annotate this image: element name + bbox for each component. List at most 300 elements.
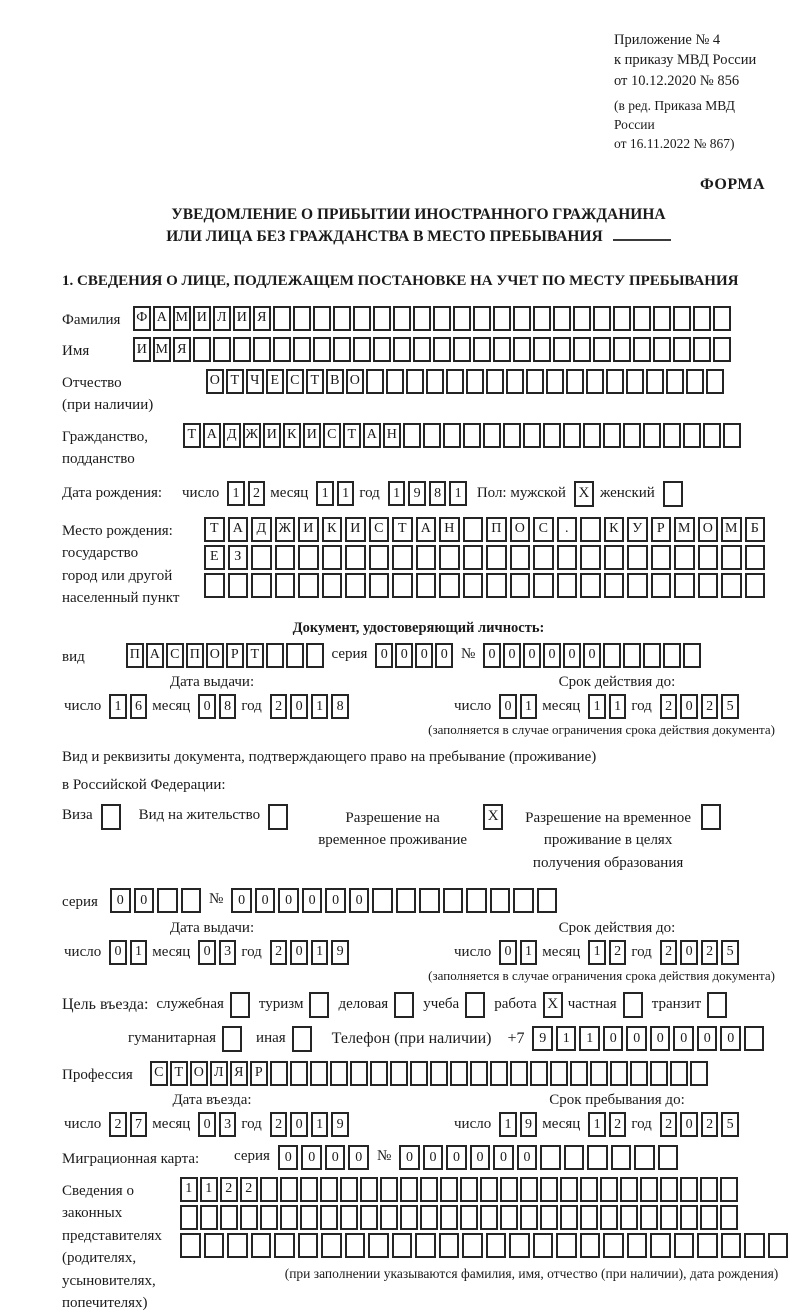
form-cell[interactable]: [580, 1233, 601, 1258]
gender-male-checkbox[interactable]: X: [574, 481, 594, 507]
form-cell[interactable]: [650, 1061, 668, 1086]
form-cell[interactable]: Е: [266, 369, 284, 394]
form-cell[interactable]: [610, 1061, 628, 1086]
form-cell[interactable]: [460, 1205, 478, 1230]
form-cell[interactable]: 0: [415, 643, 433, 668]
form-cell[interactable]: [483, 423, 501, 448]
form-cell[interactable]: [480, 1177, 498, 1202]
form-cell[interactable]: 9: [408, 481, 426, 506]
form-cell[interactable]: [439, 545, 460, 570]
form-cell[interactable]: 0: [110, 888, 131, 913]
form-cell[interactable]: 1: [499, 1112, 517, 1137]
form-cell[interactable]: [570, 1061, 588, 1086]
form-cell[interactable]: [280, 1177, 298, 1202]
form-cell[interactable]: [157, 888, 178, 913]
form-cell[interactable]: [290, 1061, 308, 1086]
form-cell[interactable]: [380, 1177, 398, 1202]
purpose-other-checkbox[interactable]: [292, 1026, 312, 1052]
form-cell[interactable]: [473, 337, 491, 362]
form-cell[interactable]: [493, 337, 511, 362]
form-cell[interactable]: [520, 1205, 538, 1230]
form-cell[interactable]: 0: [563, 643, 581, 668]
form-cell[interactable]: 0: [198, 940, 216, 965]
form-cell[interactable]: 1: [520, 940, 538, 965]
form-cell[interactable]: [393, 306, 411, 331]
form-cell[interactable]: 0: [399, 1145, 420, 1170]
form-cell[interactable]: [673, 306, 691, 331]
form-cell[interactable]: 0: [493, 1145, 514, 1170]
form-cell[interactable]: К: [604, 517, 625, 542]
form-cell[interactable]: 8: [331, 694, 349, 719]
form-cell[interactable]: 0: [517, 1145, 538, 1170]
form-cell[interactable]: 0: [109, 940, 127, 965]
form-cell[interactable]: [380, 1205, 398, 1230]
form-cell[interactable]: [557, 545, 578, 570]
form-cell[interactable]: 2: [660, 694, 678, 719]
form-cell[interactable]: 0: [290, 940, 308, 965]
form-cell[interactable]: [520, 1177, 538, 1202]
form-cell[interactable]: 8: [219, 694, 237, 719]
form-cell[interactable]: [369, 573, 390, 598]
form-cell[interactable]: [400, 1205, 418, 1230]
form-cell[interactable]: [463, 423, 481, 448]
form-cell[interactable]: 0: [446, 1145, 467, 1170]
form-cell[interactable]: [423, 423, 441, 448]
form-cell[interactable]: [700, 1205, 718, 1230]
form-cell[interactable]: [603, 643, 621, 668]
form-cell[interactable]: [509, 1233, 530, 1258]
form-cell[interactable]: [680, 1177, 698, 1202]
form-cell[interactable]: [540, 1205, 558, 1230]
form-cell[interactable]: О: [206, 643, 224, 668]
form-cell[interactable]: [466, 888, 487, 913]
form-cell[interactable]: 0: [543, 643, 561, 668]
form-cell[interactable]: 1: [180, 1177, 198, 1202]
form-cell[interactable]: [313, 337, 331, 362]
form-cell[interactable]: [686, 369, 704, 394]
form-cell[interactable]: Ч: [246, 369, 264, 394]
form-cell[interactable]: Т: [204, 517, 225, 542]
form-cell[interactable]: П: [126, 643, 144, 668]
form-cell[interactable]: [670, 1061, 688, 1086]
form-cell[interactable]: [580, 573, 601, 598]
form-cell[interactable]: [703, 423, 721, 448]
form-cell[interactable]: [537, 888, 558, 913]
form-cell[interactable]: 8: [429, 481, 447, 506]
form-cell[interactable]: 0: [470, 1145, 491, 1170]
form-cell[interactable]: 2: [270, 1112, 288, 1137]
form-cell[interactable]: [646, 369, 664, 394]
form-cell[interactable]: [600, 1205, 618, 1230]
form-cell[interactable]: [690, 1061, 708, 1086]
form-cell[interactable]: [674, 573, 695, 598]
form-cell[interactable]: [453, 337, 471, 362]
form-cell[interactable]: С: [286, 369, 304, 394]
form-cell[interactable]: [533, 1233, 554, 1258]
form-cell[interactable]: [350, 1061, 368, 1086]
form-cell[interactable]: [586, 369, 604, 394]
form-cell[interactable]: [683, 643, 701, 668]
form-cell[interactable]: [470, 1061, 488, 1086]
form-cell[interactable]: 0: [302, 888, 323, 913]
form-cell[interactable]: [275, 545, 296, 570]
form-cell[interactable]: [660, 1177, 678, 1202]
form-cell[interactable]: 1: [109, 694, 127, 719]
form-cell[interactable]: [406, 369, 424, 394]
form-cell[interactable]: [368, 1233, 389, 1258]
form-cell[interactable]: [473, 306, 491, 331]
form-cell[interactable]: [453, 306, 471, 331]
form-cell[interactable]: [634, 1145, 655, 1170]
form-cell[interactable]: [204, 1233, 225, 1258]
form-cell[interactable]: 1: [316, 481, 334, 506]
form-cell[interactable]: [393, 337, 411, 362]
form-cell[interactable]: П: [486, 517, 507, 542]
form-cell[interactable]: [663, 423, 681, 448]
form-cell[interactable]: [439, 573, 460, 598]
form-cell[interactable]: [630, 1061, 648, 1086]
form-cell[interactable]: 0: [278, 888, 299, 913]
form-cell[interactable]: И: [193, 306, 211, 331]
form-cell[interactable]: [322, 545, 343, 570]
form-cell[interactable]: [745, 545, 766, 570]
form-cell[interactable]: [680, 1205, 698, 1230]
form-cell[interactable]: Ф: [133, 306, 151, 331]
form-cell[interactable]: [360, 1177, 378, 1202]
form-cell[interactable]: [180, 1233, 201, 1258]
form-cell[interactable]: [653, 306, 671, 331]
form-cell[interactable]: [580, 545, 601, 570]
form-cell[interactable]: А: [228, 517, 249, 542]
form-cell[interactable]: 1: [311, 1112, 329, 1137]
form-cell[interactable]: 2: [701, 1112, 719, 1137]
form-cell[interactable]: [486, 545, 507, 570]
form-cell[interactable]: 0: [301, 1145, 322, 1170]
form-cell[interactable]: [286, 643, 304, 668]
form-cell[interactable]: 1: [449, 481, 467, 506]
form-cell[interactable]: [251, 545, 272, 570]
form-cell[interactable]: [320, 1205, 338, 1230]
form-cell[interactable]: 0: [583, 643, 601, 668]
form-cell[interactable]: [643, 423, 661, 448]
form-cell[interactable]: Т: [306, 369, 324, 394]
form-cell[interactable]: [674, 545, 695, 570]
form-cell[interactable]: [653, 337, 671, 362]
form-cell[interactable]: [627, 545, 648, 570]
residence-permit-checkbox[interactable]: [268, 804, 288, 830]
form-cell[interactable]: [613, 337, 631, 362]
form-cell[interactable]: П: [186, 643, 204, 668]
form-cell[interactable]: 1: [200, 1177, 218, 1202]
form-cell[interactable]: [540, 1177, 558, 1202]
form-cell[interactable]: [587, 1145, 608, 1170]
form-cell[interactable]: [698, 545, 719, 570]
form-cell[interactable]: О: [346, 369, 364, 394]
form-cell[interactable]: 0: [503, 643, 521, 668]
form-cell[interactable]: 1: [520, 694, 538, 719]
form-cell[interactable]: [310, 1061, 328, 1086]
form-cell[interactable]: М: [674, 517, 695, 542]
form-cell[interactable]: [392, 1233, 413, 1258]
form-cell[interactable]: Ж: [275, 517, 296, 542]
form-cell[interactable]: [533, 306, 551, 331]
form-cell[interactable]: 0: [680, 940, 698, 965]
form-cell[interactable]: [213, 337, 231, 362]
form-cell[interactable]: [463, 545, 484, 570]
form-cell[interactable]: [415, 1233, 436, 1258]
form-cell[interactable]: [298, 545, 319, 570]
form-cell[interactable]: [640, 1205, 658, 1230]
form-cell[interactable]: 0: [325, 1145, 346, 1170]
form-cell[interactable]: 1: [337, 481, 355, 506]
form-cell[interactable]: [392, 545, 413, 570]
purpose-transit-checkbox[interactable]: [707, 992, 727, 1018]
form-cell[interactable]: [580, 1177, 598, 1202]
form-cell[interactable]: С: [166, 643, 184, 668]
form-cell[interactable]: [293, 337, 311, 362]
purpose-tourism-checkbox[interactable]: [309, 992, 329, 1018]
form-cell[interactable]: [372, 888, 393, 913]
form-cell[interactable]: [181, 888, 202, 913]
form-cell[interactable]: 0: [499, 940, 517, 965]
visa-checkbox[interactable]: [101, 804, 121, 830]
form-cell[interactable]: [228, 573, 249, 598]
form-cell[interactable]: М: [153, 337, 171, 362]
form-cell[interactable]: [386, 369, 404, 394]
form-cell[interactable]: [693, 306, 711, 331]
form-cell[interactable]: [513, 306, 531, 331]
form-cell[interactable]: [273, 306, 291, 331]
form-cell[interactable]: [533, 337, 551, 362]
form-cell[interactable]: 2: [701, 940, 719, 965]
form-cell[interactable]: [627, 573, 648, 598]
form-cell[interactable]: 0: [435, 643, 453, 668]
form-cell[interactable]: 9: [532, 1026, 553, 1051]
form-cell[interactable]: А: [203, 423, 221, 448]
form-cell[interactable]: [251, 1233, 272, 1258]
form-cell[interactable]: [633, 337, 651, 362]
form-cell[interactable]: И: [263, 423, 281, 448]
form-cell[interactable]: [611, 1145, 632, 1170]
form-cell[interactable]: [660, 1205, 678, 1230]
form-cell[interactable]: А: [146, 643, 164, 668]
form-cell[interactable]: 0: [255, 888, 276, 913]
form-cell[interactable]: [366, 369, 384, 394]
form-cell[interactable]: [369, 545, 390, 570]
form-cell[interactable]: [533, 573, 554, 598]
form-cell[interactable]: Т: [226, 369, 244, 394]
form-cell[interactable]: [593, 337, 611, 362]
form-cell[interactable]: [566, 369, 584, 394]
form-cell[interactable]: [600, 1177, 618, 1202]
form-cell[interactable]: 2: [220, 1177, 238, 1202]
form-cell[interactable]: [580, 517, 601, 542]
form-cell[interactable]: Д: [251, 517, 272, 542]
form-cell[interactable]: 6: [130, 694, 148, 719]
form-cell[interactable]: 1: [588, 1112, 606, 1137]
form-cell[interactable]: [373, 306, 391, 331]
form-cell[interactable]: [643, 643, 661, 668]
form-cell[interactable]: [513, 888, 534, 913]
form-cell[interactable]: [306, 643, 324, 668]
form-cell[interactable]: 1: [227, 481, 245, 506]
form-cell[interactable]: 2: [270, 694, 288, 719]
form-cell[interactable]: [620, 1177, 638, 1202]
form-cell[interactable]: [603, 423, 621, 448]
form-cell[interactable]: [540, 1145, 561, 1170]
form-cell[interactable]: 0: [626, 1026, 647, 1051]
form-cell[interactable]: 2: [240, 1177, 258, 1202]
form-cell[interactable]: 9: [331, 940, 349, 965]
form-cell[interactable]: [651, 545, 672, 570]
form-cell[interactable]: [293, 306, 311, 331]
form-cell[interactable]: [420, 1177, 438, 1202]
form-cell[interactable]: 0: [198, 1112, 216, 1137]
form-cell[interactable]: [443, 423, 461, 448]
form-cell[interactable]: [320, 1177, 338, 1202]
form-cell[interactable]: [426, 369, 444, 394]
form-cell[interactable]: 0: [198, 694, 216, 719]
form-cell[interactable]: [413, 306, 431, 331]
form-cell[interactable]: [462, 1233, 483, 1258]
form-cell[interactable]: Я: [173, 337, 191, 362]
form-cell[interactable]: 1: [588, 694, 606, 719]
form-cell[interactable]: И: [303, 423, 321, 448]
form-cell[interactable]: [330, 1061, 348, 1086]
form-cell[interactable]: [583, 423, 601, 448]
form-cell[interactable]: [410, 1061, 428, 1086]
form-cell[interactable]: С: [369, 517, 390, 542]
form-cell[interactable]: 2: [248, 481, 266, 506]
form-cell[interactable]: [721, 545, 742, 570]
form-cell[interactable]: [560, 1205, 578, 1230]
form-cell[interactable]: [466, 369, 484, 394]
form-cell[interactable]: О: [206, 369, 224, 394]
form-cell[interactable]: [486, 369, 504, 394]
form-cell[interactable]: Т: [170, 1061, 188, 1086]
form-cell[interactable]: [526, 369, 544, 394]
form-cell[interactable]: [650, 1233, 671, 1258]
form-cell[interactable]: [613, 306, 631, 331]
form-cell[interactable]: [233, 337, 251, 362]
form-cell[interactable]: [623, 643, 641, 668]
temp-residence-education-checkbox[interactable]: [701, 804, 721, 830]
form-cell[interactable]: [240, 1205, 258, 1230]
form-cell[interactable]: [564, 1145, 585, 1170]
form-cell[interactable]: [627, 1233, 648, 1258]
form-cell[interactable]: Т: [343, 423, 361, 448]
form-cell[interactable]: [463, 573, 484, 598]
form-cell[interactable]: [503, 423, 521, 448]
form-cell[interactable]: [396, 888, 417, 913]
form-cell[interactable]: 0: [650, 1026, 671, 1051]
form-cell[interactable]: Е: [204, 545, 225, 570]
form-cell[interactable]: [280, 1205, 298, 1230]
form-cell[interactable]: [673, 337, 691, 362]
purpose-official-checkbox[interactable]: [230, 992, 250, 1018]
form-cell[interactable]: 2: [701, 694, 719, 719]
form-cell[interactable]: С: [150, 1061, 168, 1086]
form-cell[interactable]: Р: [226, 643, 244, 668]
form-cell[interactable]: 3: [219, 940, 237, 965]
form-cell[interactable]: [260, 1177, 278, 1202]
form-cell[interactable]: 0: [134, 888, 155, 913]
form-cell[interactable]: [556, 1233, 577, 1258]
form-cell[interactable]: Н: [439, 517, 460, 542]
form-cell[interactable]: [640, 1177, 658, 1202]
form-cell[interactable]: [720, 1177, 738, 1202]
form-cell[interactable]: [490, 1061, 508, 1086]
form-cell[interactable]: 7: [130, 1112, 148, 1137]
form-cell[interactable]: С: [533, 517, 554, 542]
form-cell[interactable]: [360, 1205, 378, 1230]
purpose-private-checkbox[interactable]: [623, 992, 643, 1018]
form-cell[interactable]: [416, 573, 437, 598]
form-cell[interactable]: [744, 1026, 765, 1051]
form-cell[interactable]: И: [345, 517, 366, 542]
form-cell[interactable]: Л: [213, 306, 231, 331]
form-cell[interactable]: 0: [523, 643, 541, 668]
form-cell[interactable]: [700, 1177, 718, 1202]
form-cell[interactable]: [510, 573, 531, 598]
form-cell[interactable]: Я: [253, 306, 271, 331]
form-cell[interactable]: 2: [609, 1112, 627, 1137]
form-cell[interactable]: 0: [483, 643, 501, 668]
form-cell[interactable]: [345, 1233, 366, 1258]
form-cell[interactable]: К: [283, 423, 301, 448]
form-cell[interactable]: [651, 573, 672, 598]
form-cell[interactable]: 0: [325, 888, 346, 913]
form-cell[interactable]: [313, 306, 331, 331]
form-cell[interactable]: [440, 1205, 458, 1230]
form-cell[interactable]: 1: [588, 940, 606, 965]
form-cell[interactable]: [443, 888, 464, 913]
form-cell[interactable]: [440, 1177, 458, 1202]
purpose-work-checkbox[interactable]: X: [543, 992, 563, 1018]
form-cell[interactable]: [260, 1205, 278, 1230]
form-cell[interactable]: [721, 573, 742, 598]
form-cell[interactable]: Б: [745, 517, 766, 542]
form-cell[interactable]: Т: [392, 517, 413, 542]
form-cell[interactable]: З: [228, 545, 249, 570]
form-cell[interactable]: 0: [290, 1112, 308, 1137]
form-cell[interactable]: Н: [383, 423, 401, 448]
form-cell[interactable]: [706, 369, 724, 394]
form-cell[interactable]: [274, 1233, 295, 1258]
form-cell[interactable]: [413, 337, 431, 362]
purpose-humanitarian-checkbox[interactable]: [222, 1026, 242, 1052]
form-cell[interactable]: [510, 1061, 528, 1086]
form-cell[interactable]: [333, 337, 351, 362]
form-cell[interactable]: [550, 1061, 568, 1086]
form-cell[interactable]: [666, 369, 684, 394]
form-cell[interactable]: [553, 306, 571, 331]
form-cell[interactable]: [220, 1205, 238, 1230]
form-cell[interactable]: [193, 337, 211, 362]
form-cell[interactable]: 2: [609, 940, 627, 965]
form-cell[interactable]: 0: [673, 1026, 694, 1051]
form-cell[interactable]: [663, 643, 681, 668]
form-cell[interactable]: [693, 337, 711, 362]
form-cell[interactable]: 1: [130, 940, 148, 965]
form-cell[interactable]: 5: [721, 1112, 739, 1137]
gender-female-checkbox[interactable]: [663, 481, 683, 507]
form-cell[interactable]: 1: [388, 481, 406, 506]
form-cell[interactable]: А: [363, 423, 381, 448]
form-cell[interactable]: [633, 306, 651, 331]
form-cell[interactable]: [446, 369, 464, 394]
form-cell[interactable]: К: [322, 517, 343, 542]
